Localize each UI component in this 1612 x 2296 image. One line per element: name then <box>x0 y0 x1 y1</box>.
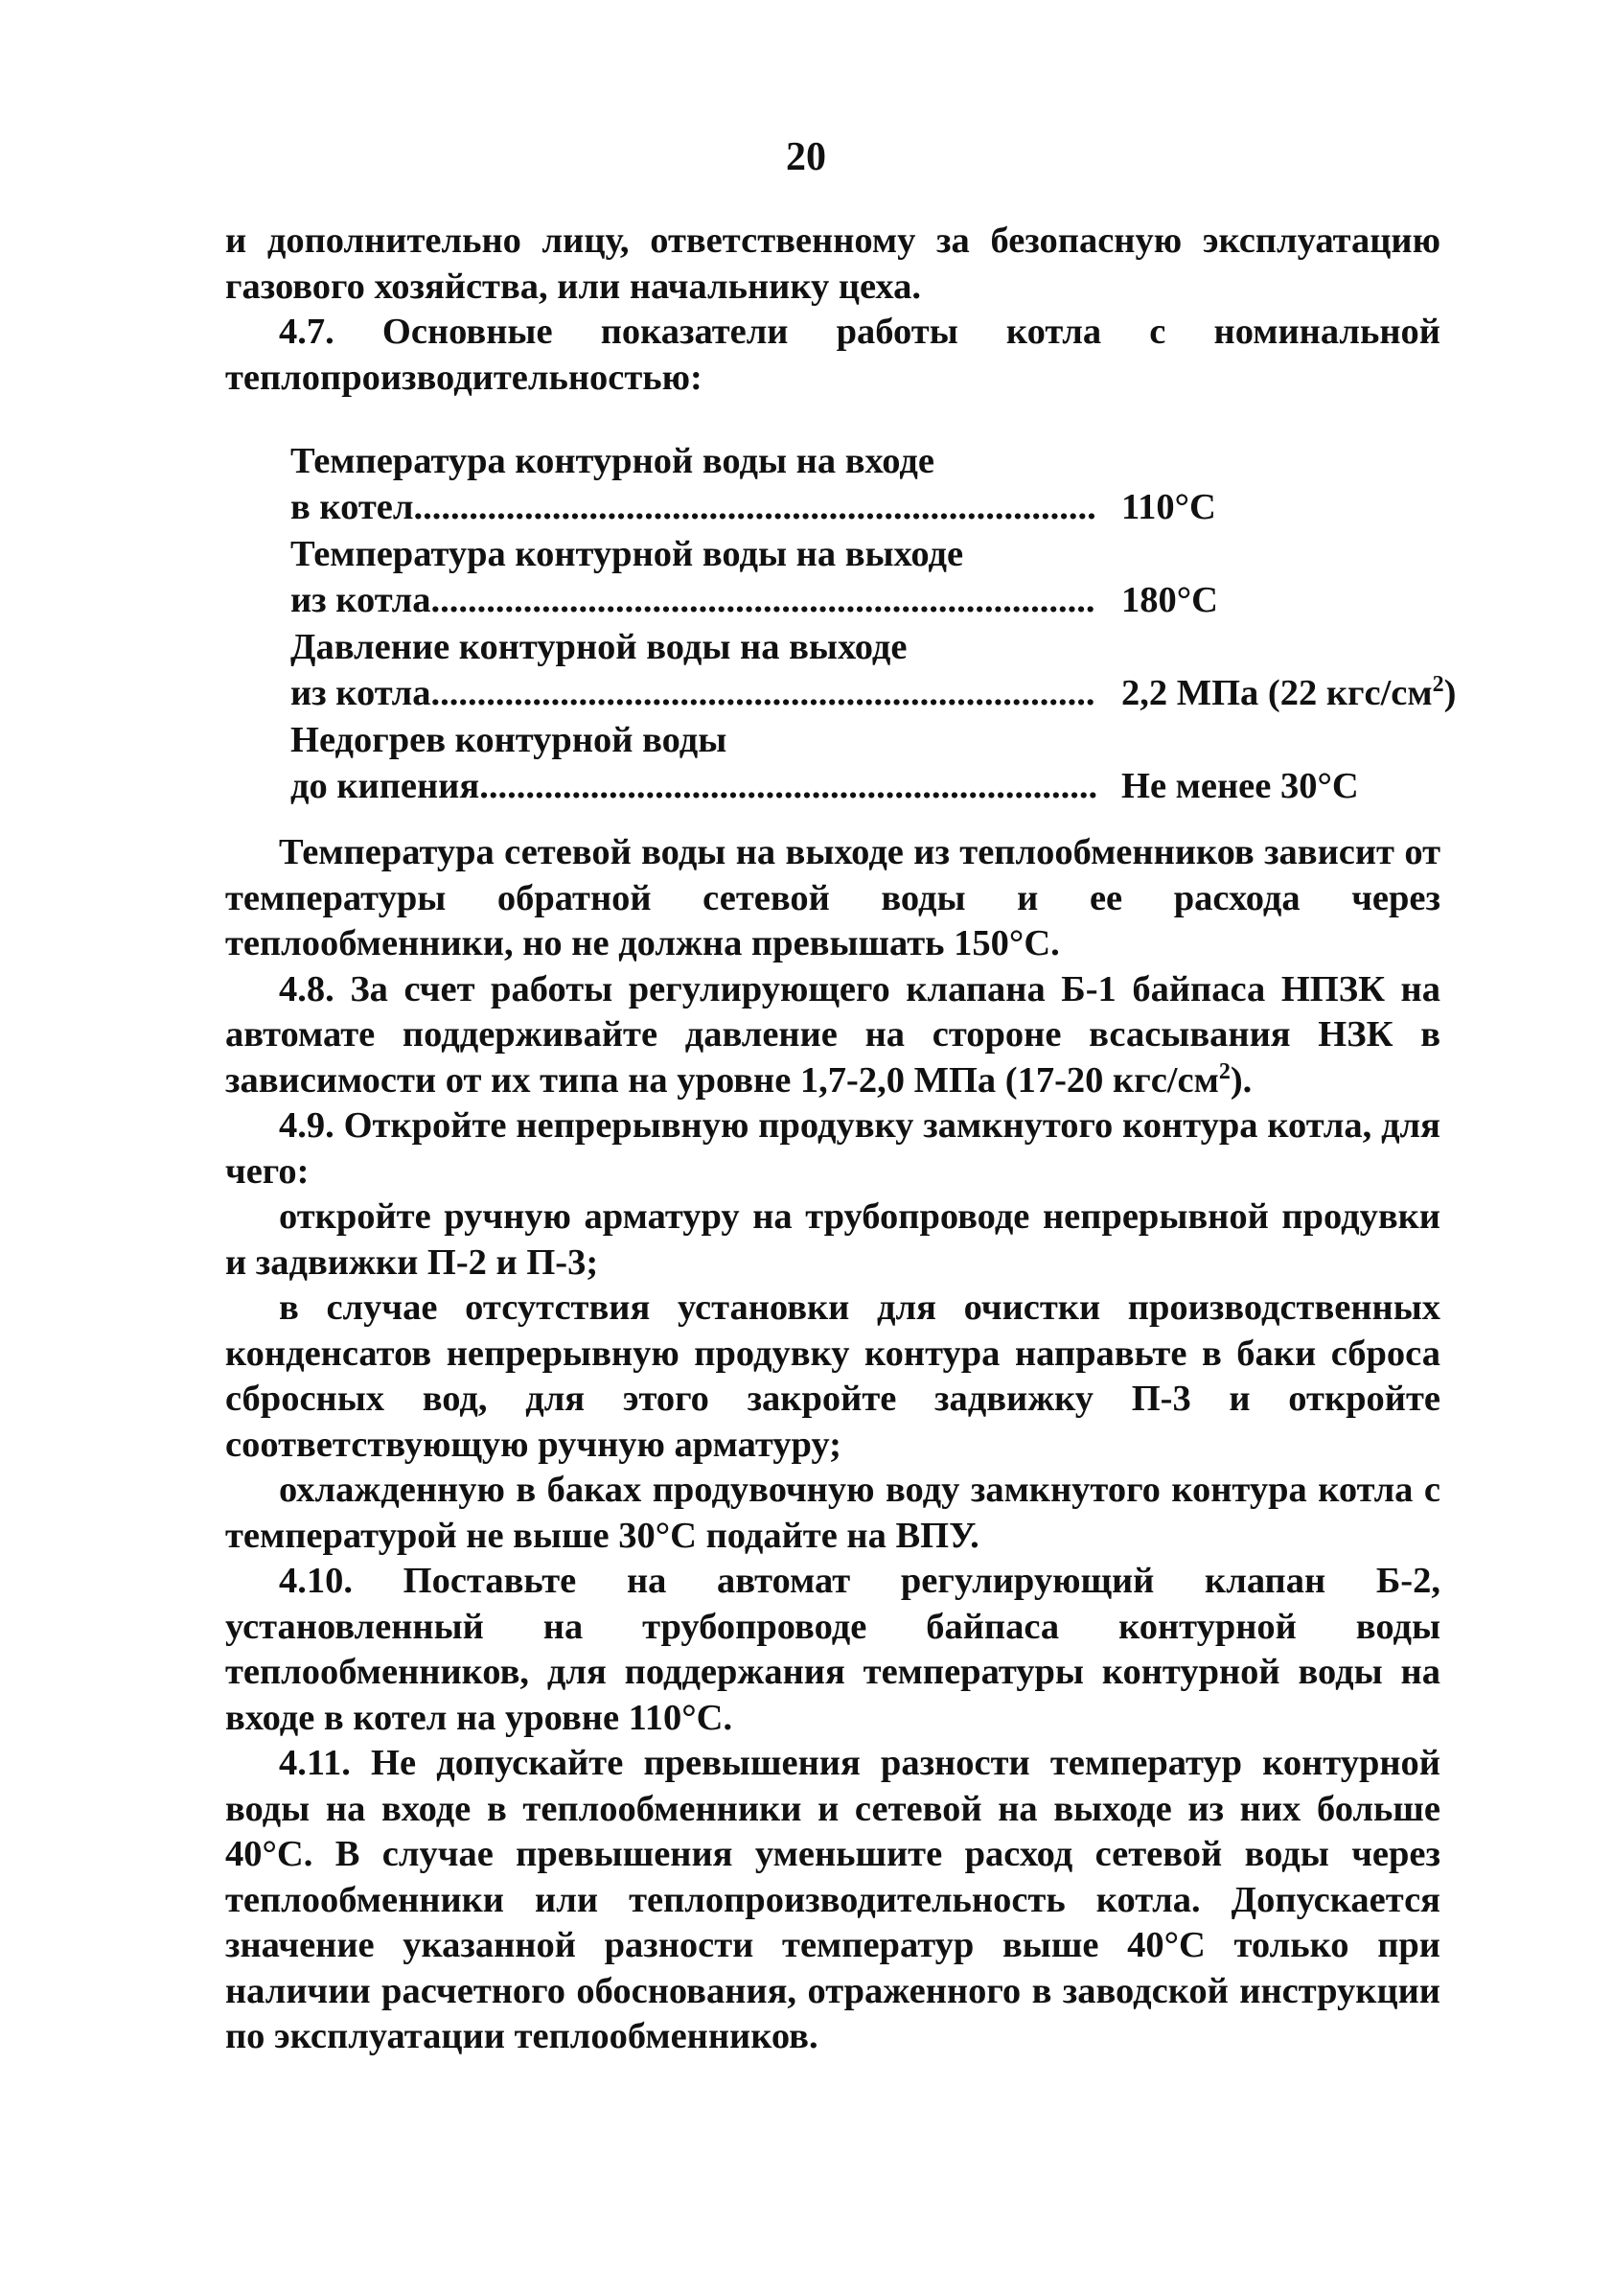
spec-item-inlet-temp <box>290 439 1440 530</box>
paragraph-no-treatment: в случае отсутствия установки для очистки производственных конденсатов непрерывную продувку контура направьте в баки сброса сбросных вод, для этого закройте задвижку П-3 и откройте соответствующую ручную арматуру; <box>225 1287 1440 1465</box>
paragraph-4-8: 4.8. За счет работы регулирующего клапана Б-1 байпаса НПЗК на автомате поддерживайте давление на стороне всасывания НЗК в зависимости от их типа на уровне 1,7-2,0 МПа (17-20 кгс/$см^2$). <box>225 968 1440 1101</box>
spec-label: Температура контурной воды на входе <box>290 441 934 481</box>
paragraph-network-water: Температура сетевой воды на выходе из теплообменников зависит от температуры обратной сетевой воды и ее расхода через теплообменники, но не должна превышать 150°С. <box>225 832 1440 963</box>
paragraph-4-7: 4.7. Основные показатели работы котла с номинальной теплопроизводительностью: <box>225 312 1440 398</box>
superscript: 2 <box>1218 1058 1231 1084</box>
spec-label: Давление контурной воды на выходе <box>290 627 908 667</box>
spec-value: 180°C <box>1121 579 1218 620</box>
spec-sublabel-leader: в котел.......................................................................... <box>290 486 1096 527</box>
spec-sublabel-leader: до кипения................................................................... <box>290 765 1098 806</box>
paragraph-4-9: 4.9. Откройте непрерывную продувку замкнутого контура котла, для чего: <box>225 1105 1440 1192</box>
document-body <box>225 219 1457 2060</box>
paragraph-intro: и дополнительно лицу, ответственному за безопасную эксплуатацию газового хозяйства, или начальнику цеха. <box>225 220 1440 307</box>
spec-list <box>225 439 1457 809</box>
spec-item-outlet-temp <box>290 532 1440 623</box>
spec-value: 110°C <box>1121 486 1216 527</box>
spec-label: Температура контурной воды на выходе <box>290 534 964 574</box>
paragraph-4-10: 4.10. Поставьте на автомат регулирующий клапан Б-2, установленный на трубопроводе байпаса контурной воды теплообменников, для поддержания температуры контурной воды на входе в котел на уровне 110°С. <box>225 1561 1440 1738</box>
paragraph-open-valves: откройте ручную арматуру на трубопроводе непрерывной продувки и задвижки П-2 и П-3; <box>225 1196 1440 1283</box>
paragraph-4-11: 4.11. Не допускайте превышения разности температур контурной воды на входе в теплообменники и сетевой на выходе из них больше 40°С. В случае превышения уменьшите расход сетевой воды через теплообменники или теплопроизводительность котла. Допускается значение указанной разности температур выше 40°С только при наличии расчетного обоснования, отраженного в заводской инструкции по эксплуатации теплообменников. <box>225 1743 1440 2056</box>
spec-sublabel-leader: из котла........................................................................ <box>290 672 1095 713</box>
superscript: 2 <box>1432 671 1444 697</box>
spec-item-subcooling <box>290 718 1440 809</box>
page-number: 20 <box>786 135 826 179</box>
spec-label: Недогрев контурной воды <box>290 720 727 760</box>
spec-value: 2,2 МПа (22 кгс/$см^2$) <box>1121 671 1457 713</box>
spec-sublabel-leader: из котла........................................................................ <box>290 579 1095 620</box>
spec-item-outlet-pressure <box>290 625 1457 716</box>
spec-value: Не менее 30°C <box>1121 765 1359 806</box>
paragraph-cooled-water: охлажденную в баках продувочную воду замкнутого контура котла с температурой не выше 30°С подайте на ВПУ. <box>225 1470 1440 1556</box>
